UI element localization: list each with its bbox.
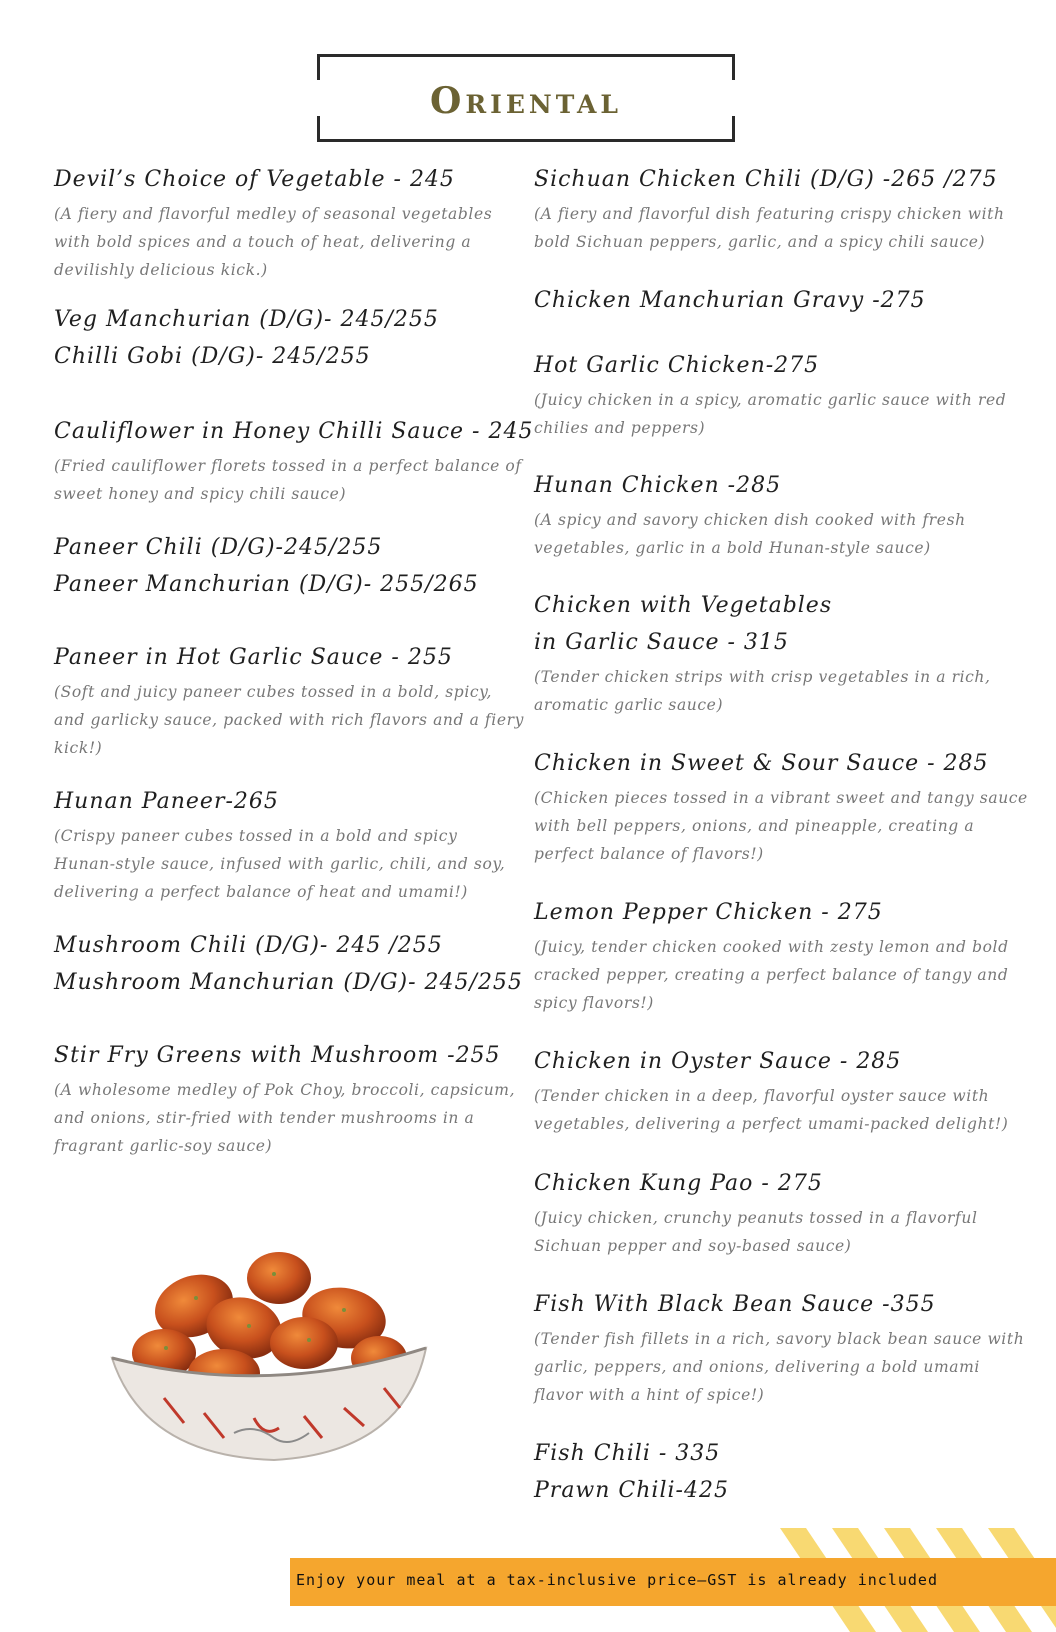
menu-item-name: Mushroom Chili (D/G)- 245 /255 — [54, 933, 443, 958]
menu-item-name: Chicken Manchurian Gravy -275 — [534, 288, 926, 313]
menu-item-name: Hunan Chicken -285 — [534, 473, 782, 498]
menu-item-name: Stir Fry Greens with Mushroom -255 — [54, 1043, 501, 1068]
menu-item — [54, 567, 524, 603]
menu-item-description: (A fiery and flavorful dish featuring crispy chicken with bold Sichuan peppers, garlic, and a spicy chili sauce) — [534, 205, 1005, 251]
menu-item-name: Chicken with Vegetables — [534, 593, 833, 618]
menu-item-description: (Soft and juicy paneer cubes tossed in a bold, spicy, and garlicky sauce, packed with rich flavors and a fiery kick!) — [54, 683, 524, 757]
menu-item-name: in Garlic Sauce - 315 — [534, 630, 789, 655]
menu-item-description: (Tender chicken in a deep, flavorful oyster sauce with vegetables, delivering a perfect umami-packed delight!) — [534, 1087, 1009, 1133]
menu-item — [534, 895, 1034, 1017]
menu-item — [534, 1044, 1034, 1138]
menu-item-description: (Crispy paneer cubes tossed in a bold and spicy Hunan-style sauce, infused with garlic, chili, and soy, delivering a perfect balance of heat and umami!) — [54, 827, 506, 901]
menu-item-name: Devil’s Choice of Vegetable - 245 — [54, 167, 455, 192]
menu-item — [54, 530, 524, 566]
menu-item-name: Paneer Chili (D/G)-245/255 — [54, 535, 383, 560]
menu-item — [54, 640, 524, 762]
menu-item-name: Chilli Gobi (D/G)- 245/255 — [54, 344, 371, 369]
menu-item-name: Fish With Black Bean Sauce -355 — [534, 1292, 936, 1317]
menu-item — [534, 588, 1034, 624]
menu-item — [54, 928, 524, 964]
menu-item-description: (Juicy chicken, crunchy peanuts tossed in a flavorful Sichuan pepper and soy-based sauce) — [534, 1209, 978, 1255]
menu-item-description: (Fried cauliflower florets tossed in a perfect balance of sweet honey and spicy chili sauce) — [54, 457, 522, 503]
menu-item-name: Cauliflower in Honey Chilli Sauce - 245 — [54, 419, 534, 444]
menu-item-description: (A wholesome medley of Pok Choy, broccoli, capsicum, and onions, stir-fried with tender mushrooms in a fragrant garlic-soy sauce) — [54, 1081, 516, 1155]
menu-item-name: Prawn Chili-425 — [534, 1478, 729, 1503]
menu-item — [534, 162, 1034, 256]
menu-item-name: Paneer in Hot Garlic Sauce - 255 — [54, 645, 453, 670]
menu-item — [534, 1436, 1034, 1472]
menu-item — [534, 1473, 1034, 1509]
menu-item-name: Chicken in Sweet & Sour Sauce - 285 — [534, 751, 989, 776]
menu-item-name: Paneer Manchurian (D/G)- 255/265 — [54, 572, 479, 597]
menu-item-name: Veg Manchurian (D/G)- 245/255 — [54, 307, 439, 332]
menu-item — [54, 162, 524, 284]
menu-item — [534, 746, 1034, 868]
menu-item — [54, 302, 524, 338]
menu-item-name: Mushroom Manchurian (D/G)- 245/255 — [54, 970, 523, 995]
fried-chicken-bowl-icon — [104, 1248, 434, 1470]
menu-item-description: (Juicy, tender chicken cooked with zesty lemon and bold cracked pepper, creating a perfect balance of tangy and spicy flavors!) — [534, 938, 1009, 1012]
menu-item-description: (Juicy chicken in a spicy, aromatic garlic sauce with red chilies and peppers) — [534, 391, 1007, 437]
menu-item — [54, 1038, 524, 1160]
title-frame — [317, 54, 735, 142]
menu-item — [534, 468, 1034, 562]
menu-item — [54, 414, 534, 508]
footer-note: Enjoy your meal at a tax-inclusive price—GST is already included — [296, 1571, 938, 1589]
page-title: Oriental — [430, 80, 622, 122]
menu-item — [54, 784, 524, 906]
menu-item-name: Lemon Pepper Chicken - 275 — [534, 900, 883, 925]
menu-item-description: (Chicken pieces tossed in a vibrant sweet and tangy sauce with bell peppers, onions, and pineapple, creating a perfect balance of flavors!) — [534, 789, 1028, 863]
menu-item-name: Chicken Kung Pao - 275 — [534, 1171, 823, 1196]
menu-item-description: (A spicy and savory chicken dish cooked with fresh vegetables, garlic in a bold Hunan-style sauce) — [534, 511, 966, 557]
menu-item — [534, 283, 1034, 319]
menu-item — [534, 348, 1034, 442]
menu-item-description: (Tender fish fillets in a rich, savory black bean sauce with garlic, peppers, and onions, delivering a bold umami flavor with a hint of spice!) — [534, 1330, 1025, 1404]
menu-item-name: Hot Garlic Chicken-275 — [534, 353, 820, 378]
menu-item-name: Fish Chili - 335 — [534, 1441, 721, 1466]
menu-item-name: Hunan Paneer-265 — [54, 789, 279, 814]
menu-item — [54, 965, 524, 1001]
menu-item — [534, 1287, 1034, 1409]
menu-item-description: (A fiery and flavorful medley of seasonal vegetables with bold spices and a touch of heat, delivering a devilishly delicious kick.) — [54, 205, 493, 279]
menu-item-name: Sichuan Chicken Chili (D/G) -265 /275 — [534, 167, 998, 192]
menu-item — [54, 339, 524, 375]
menu-item — [534, 1166, 1034, 1260]
menu-item-description: (Tender chicken strips with crisp vegetables in a rich, aromatic garlic sauce) — [534, 668, 991, 714]
menu-item — [534, 625, 1034, 719]
menu-item-name: Chicken in Oyster Sauce - 285 — [534, 1049, 902, 1074]
